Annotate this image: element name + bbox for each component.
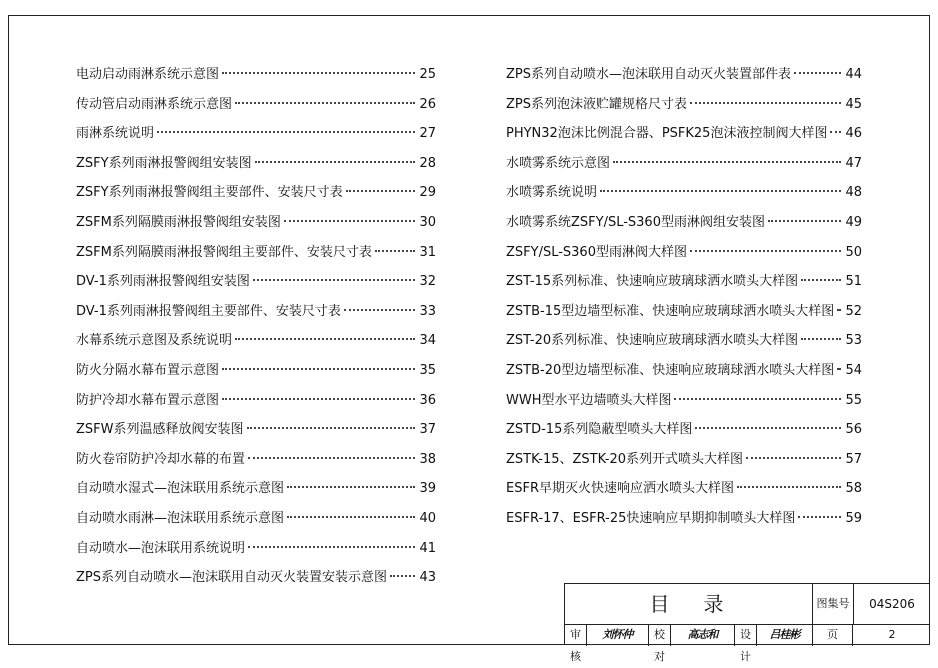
- toc-leader-dots: [695, 427, 841, 429]
- toc-entry-page: 45: [845, 96, 862, 112]
- toc-entry: [506, 90, 862, 120]
- toc-entry: [506, 386, 862, 416]
- toc-entry: [76, 474, 436, 504]
- toc-entry: [506, 208, 862, 238]
- toc-entry-page: 55: [845, 392, 862, 408]
- toc-entry: [76, 178, 436, 208]
- toc-entry-title: 自动喷水—泡沫联用系统说明: [76, 540, 246, 556]
- toc-entry: [506, 445, 862, 475]
- title-block: [564, 583, 930, 663]
- toc-entry: [506, 267, 862, 297]
- toc-left-column: [76, 60, 436, 593]
- toc-entry-page: 39: [419, 481, 436, 497]
- toc-entry-page: 50: [845, 244, 862, 260]
- toc-leader-dots: [837, 368, 841, 370]
- toc-entry-title: ZPS系列自动喷水—泡沫联用自动灭火装置安装示意图: [76, 570, 387, 586]
- design-label: 设计: [735, 624, 757, 646]
- atlas-number: 04S206: [869, 597, 915, 611]
- toc-leader-dots: [235, 102, 415, 104]
- toc-entry-title: ZSFM系列隔膜雨淋报警阀组主要部件、安装尺寸表: [76, 244, 372, 260]
- toc-entry-page: 35: [419, 362, 436, 378]
- toc-entry: [76, 386, 436, 416]
- toc-entry: [76, 356, 436, 386]
- toc-entry-page: 47: [845, 155, 862, 171]
- toc-entry-page: 26: [419, 96, 436, 112]
- toc-leader-dots: [737, 486, 841, 488]
- toc-entry-title: ZSTD-15系列隐蔽型喷头大样图: [506, 422, 693, 438]
- toc-entry-title: ZSFY系列雨淋报警阀组主要部件、安装尺寸表: [76, 185, 343, 201]
- toc-entry: [506, 415, 862, 445]
- toc-entry: [76, 534, 436, 564]
- toc-entry-page: 36: [419, 392, 436, 408]
- toc-leader-dots: [247, 427, 416, 429]
- toc-entry: [506, 474, 862, 504]
- toc-entry-title: 传动管启动雨淋系统示意图: [76, 96, 233, 112]
- toc-leader-dots: [690, 250, 841, 252]
- toc-entry-title: ZSFY系列雨淋报警阀组安装图: [76, 155, 252, 171]
- toc-entry-page: 29: [419, 185, 436, 201]
- toc-entry: [76, 326, 436, 356]
- toc-entry: [506, 504, 862, 534]
- toc-entry-title: 自动喷水湿式—泡沫联用系统示意图: [76, 481, 285, 497]
- toc-entry-page: 57: [845, 451, 862, 467]
- toc-leader-dots: [600, 190, 841, 192]
- toc-leader-dots: [613, 161, 841, 163]
- toc-right-column: [506, 60, 862, 534]
- toc-entry-page: 59: [845, 510, 862, 526]
- toc-entry-page: 41: [419, 540, 436, 556]
- toc-entry-title: 水幕系统示意图及系统说明: [76, 333, 233, 349]
- toc-entry-page: 54: [845, 362, 862, 378]
- toc-leader-dots: [801, 279, 841, 281]
- toc-entry-title: ZSTB-20型边墙型标准、快速响应玻璃球洒水喷头大样图: [506, 362, 835, 378]
- toc-entry: [76, 445, 436, 475]
- toc-entry-title: ZST-15系列标准、快速响应玻璃球洒水喷头大样图: [506, 274, 799, 290]
- toc-entry-page: 44: [845, 67, 862, 82]
- toc-leader-dots: [344, 309, 415, 311]
- toc-leader-dots: [746, 457, 841, 459]
- toc-entry-page: 37: [419, 422, 436, 438]
- toc-entry-title: PHYN32泡沫比例混合器、PSFK25泡沫液控制阀大样图: [506, 126, 828, 142]
- toc-leader-dots: [346, 190, 415, 192]
- toc-entry-title: DV-1系列雨淋报警阀组安装图: [76, 274, 250, 290]
- toc-entry-title: WWH型水平边墙喷头大样图: [506, 392, 672, 408]
- toc-entry-page: 38: [419, 451, 436, 467]
- check-label: 校对: [649, 624, 671, 646]
- toc-entry-page: 25: [419, 67, 436, 82]
- toc-entry-title: 防火卷帘防护冷却水幕的布置: [76, 451, 246, 467]
- page-label: 页: [813, 624, 853, 646]
- toc-entry-title: 水喷雾系统ZSFY/SL-S360型雨淋阀组安装图: [506, 214, 765, 230]
- toc-entry-page: 53: [845, 333, 862, 349]
- toc-entry: [76, 297, 436, 327]
- toc-entry: [506, 60, 862, 90]
- toc-entry-title: DV-1系列雨淋报警阀组主要部件、安装尺寸表: [76, 303, 341, 319]
- toc-entry-title: ZPS系列泡沫液贮罐规格尺寸表: [506, 96, 687, 112]
- toc-entry-page: 58: [845, 481, 862, 497]
- toc-entry-page: 28: [419, 155, 436, 171]
- review-signature: 刘怀仲: [587, 624, 649, 646]
- toc-entry-page: 56: [845, 422, 862, 438]
- toc-leader-dots: [375, 250, 415, 252]
- toc-entry-title: ZSTK-15、ZSTK-20系列开式喷头大样图: [506, 451, 743, 467]
- toc-entry: [506, 297, 862, 327]
- toc-entry-page: 48: [845, 185, 862, 201]
- toc-entry-title: ZSFY/SL-S360型雨淋阀大样图: [506, 244, 687, 260]
- toc-leader-dots: [284, 220, 415, 222]
- toc-leader-dots: [222, 368, 415, 370]
- toc-leader-dots: [674, 398, 841, 400]
- toc-entry-page: 52: [845, 303, 862, 319]
- page-number: 2: [888, 628, 896, 641]
- toc-entry: [76, 208, 436, 238]
- toc-leader-dots: [248, 457, 415, 459]
- toc-entry: [76, 238, 436, 268]
- toc-entry-title: 水喷雾系统示意图: [506, 155, 611, 171]
- toc-entry: [76, 267, 436, 297]
- toc-leader-dots: [222, 398, 415, 400]
- toc-entry-title: ZSTB-15型边墙型标准、快速响应玻璃球洒水喷头大样图: [506, 303, 835, 319]
- toc-entry-page: 49: [845, 214, 862, 230]
- toc-leader-dots: [253, 279, 415, 281]
- toc-entry-page: 51: [845, 274, 862, 290]
- toc-entry: [506, 149, 862, 179]
- toc-entry: [506, 238, 862, 268]
- toc-entry: [506, 326, 862, 356]
- toc-entry-page: 32: [419, 274, 436, 290]
- toc-leader-dots: [157, 131, 415, 133]
- check-signature: 高志和: [671, 624, 735, 646]
- toc-entry: [506, 119, 862, 149]
- toc-entry-page: 33: [419, 303, 436, 319]
- document-title: 目录: [565, 584, 813, 624]
- review-label: 审核: [565, 624, 587, 646]
- toc-entry: [76, 149, 436, 179]
- toc-entry-title: 电动启动雨淋系统示意图: [76, 67, 220, 82]
- toc-leader-dots: [255, 161, 415, 163]
- toc-entry-title: 防护冷却水幕布置示意图: [76, 392, 220, 408]
- toc-leader-dots: [390, 575, 415, 577]
- toc-entry: [76, 90, 436, 120]
- toc-entry: [76, 119, 436, 149]
- toc-entry-title: ZST-20系列标准、快速响应玻璃球洒水喷头大样图: [506, 333, 799, 349]
- toc-entry-page: 46: [845, 126, 862, 142]
- toc-leader-dots: [798, 516, 841, 518]
- toc-entry-page: 31: [419, 244, 436, 260]
- toc-entry-page: 30: [419, 214, 436, 230]
- design-signature: 吕桂彬: [757, 624, 813, 646]
- toc-entry-title: ZSFW系列温感释放阀安装图: [76, 422, 244, 438]
- toc-entry: [506, 178, 862, 208]
- toc-leader-dots: [794, 72, 841, 74]
- toc-entry: [76, 415, 436, 445]
- toc-leader-dots: [287, 516, 415, 518]
- toc-leader-dots: [768, 220, 841, 222]
- toc-leader-dots: [235, 338, 415, 340]
- toc-leader-dots: [222, 72, 415, 74]
- title-block-row-bottom: [565, 624, 930, 663]
- toc-entry-page: 40: [419, 510, 436, 526]
- toc-entry-title: ZSFM系列隔膜雨淋报警阀组安装图: [76, 214, 281, 230]
- toc-leader-dots: [248, 546, 415, 548]
- atlas-number-label: 图集号: [813, 584, 854, 624]
- toc-entry-page: 27: [419, 126, 436, 142]
- toc-entry: [76, 504, 436, 534]
- toc-entry: [76, 60, 436, 90]
- toc-entry-title: ESFR-17、ESFR-25快速响应早期抑制喷头大样图: [506, 510, 796, 526]
- title-block-row-top: [565, 584, 930, 625]
- toc-entry: [76, 563, 436, 593]
- toc-leader-dots: [801, 338, 841, 340]
- toc-leader-dots: [837, 309, 841, 311]
- toc-entry-title: ZPS系列自动喷水—泡沫联用自动灭火装置部件表: [506, 67, 791, 82]
- toc-entry-title: 防火分隔水幕布置示意图: [76, 362, 220, 378]
- toc-entry-page: 34: [419, 333, 436, 349]
- toc-entry-title: 雨淋系统说明: [76, 126, 155, 142]
- toc-entry-title: 水喷雾系统说明: [506, 185, 598, 201]
- toc-entry-page: 43: [419, 570, 436, 586]
- toc-leader-dots: [690, 102, 841, 104]
- toc-entry: [506, 356, 862, 386]
- toc-leader-dots: [830, 131, 841, 133]
- toc-entry-title: ESFR早期灭火快速响应洒水喷头大样图: [506, 481, 734, 497]
- toc-entry-title: 自动喷水雨淋—泡沫联用系统示意图: [76, 510, 285, 526]
- toc-leader-dots: [287, 486, 415, 488]
